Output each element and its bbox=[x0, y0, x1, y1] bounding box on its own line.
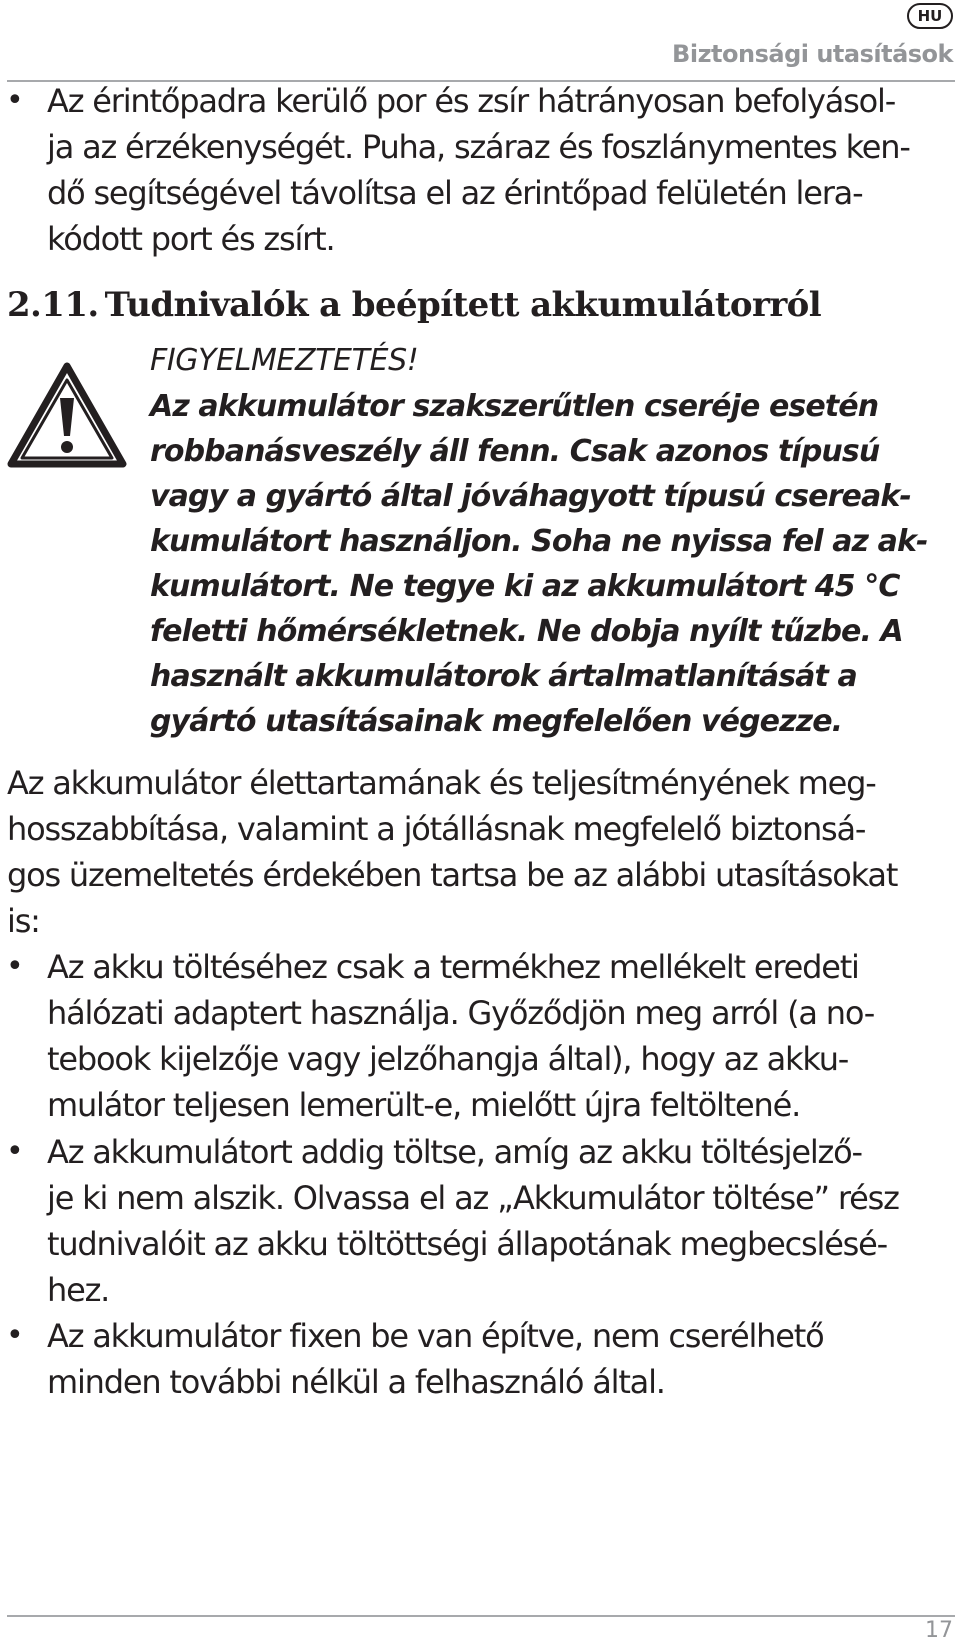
section-title: Tudnivalók a beépített akkumulátorról bbox=[104, 285, 822, 325]
page-number: 17 bbox=[925, 1618, 953, 1643]
text-line: Az akkumulátort addig töltse, amíg az akku töltésjelző- bbox=[47, 1133, 862, 1171]
warning-line: kumulátort használjon. Soha ne nyissa fel az ak- bbox=[150, 524, 928, 559]
warning-text bbox=[150, 384, 928, 744]
warning-triangle-icon bbox=[7, 362, 127, 468]
warning-line: robbanásveszély áll fenn. Csak azonos típusú bbox=[150, 434, 880, 469]
text-line: Az érintőpadra kerülő por és zsír hátrányosan befolyásol- bbox=[47, 82, 896, 120]
text-line: is: bbox=[7, 902, 40, 940]
charging-adapter-paragraph bbox=[47, 944, 874, 1128]
text-line: minden további nélkül a felhasználó által. bbox=[47, 1363, 665, 1401]
text-line: ja az érzékenységét. Puha, száraz és foszlánymentes ken- bbox=[47, 128, 910, 166]
footer-rule bbox=[7, 1615, 955, 1617]
text-line: Az akku töltéséhez csak a termékhez mellékelt eredeti bbox=[47, 948, 859, 986]
charging-indicator-paragraph bbox=[47, 1129, 899, 1313]
language-badge: HU bbox=[907, 3, 953, 29]
text-line: tebook kijelzője vagy jelzőhangja által), hogy az akku- bbox=[47, 1040, 849, 1078]
bullet-marker: • bbox=[6, 83, 24, 118]
text-line: hosszabbítása, valamint a jótállásnak megfelelő biztonsá- bbox=[7, 810, 866, 848]
bullet-marker: • bbox=[6, 1318, 24, 1353]
warning-line: használt akkumulátorok ártalmatlanítását a bbox=[150, 659, 857, 694]
text-line: gos üzemeltetés érdekében tartsa be az alábbi utasításokat bbox=[7, 856, 898, 894]
text-line: tudnivalóit az akku töltöttségi állapotának megbecslésé- bbox=[47, 1225, 887, 1263]
warning-line: Az akkumulátor szakszerűtlen cseréje esetén bbox=[150, 389, 879, 424]
warning-line: feletti hőmérsékletnek. Ne dobja nyílt tűzbe. A bbox=[150, 614, 903, 649]
warning-line: gyártó utasításainak megfelelően végezze. bbox=[150, 704, 843, 739]
text-line: hálózati adaptert használja. Győződjön meg arról (a no- bbox=[47, 994, 875, 1032]
touchpad-care-paragraph bbox=[47, 78, 910, 262]
bullet-marker: • bbox=[6, 1134, 24, 1169]
warning-title: FIGYELMEZTETÉS! bbox=[150, 343, 419, 378]
page-header-title: Biztonsági utasítások bbox=[672, 40, 953, 68]
text-line: hez. bbox=[47, 1271, 110, 1309]
warning-line: kumulátort. Ne tegye ki az akkumulátort 45 °C bbox=[150, 569, 900, 604]
text-line: dő segítségével távolítsa el az érintőpad felületén lera- bbox=[47, 174, 863, 212]
section-heading bbox=[7, 285, 821, 325]
warning-line: vagy a gyártó által jóváhagyott típusú csereak- bbox=[150, 479, 911, 514]
text-line: je ki nem alszik. Olvassa el az „Akkumulátor töltése” rész bbox=[47, 1179, 899, 1217]
text-line: kódott port és zsírt. bbox=[47, 220, 335, 258]
section-number: 2.11. bbox=[7, 285, 99, 325]
fixed-battery-paragraph bbox=[47, 1313, 823, 1405]
text-line: Az akkumulátor élettartamának és teljesítményének meg- bbox=[7, 764, 876, 802]
intro-paragraph bbox=[7, 760, 897, 944]
bullet-marker: • bbox=[6, 949, 24, 984]
text-line: Az akkumulátor fixen be van építve, nem cserélhető bbox=[47, 1317, 824, 1355]
text-line: mulátor teljesen lemerült-e, mielőtt újra feltöltené. bbox=[47, 1086, 801, 1124]
